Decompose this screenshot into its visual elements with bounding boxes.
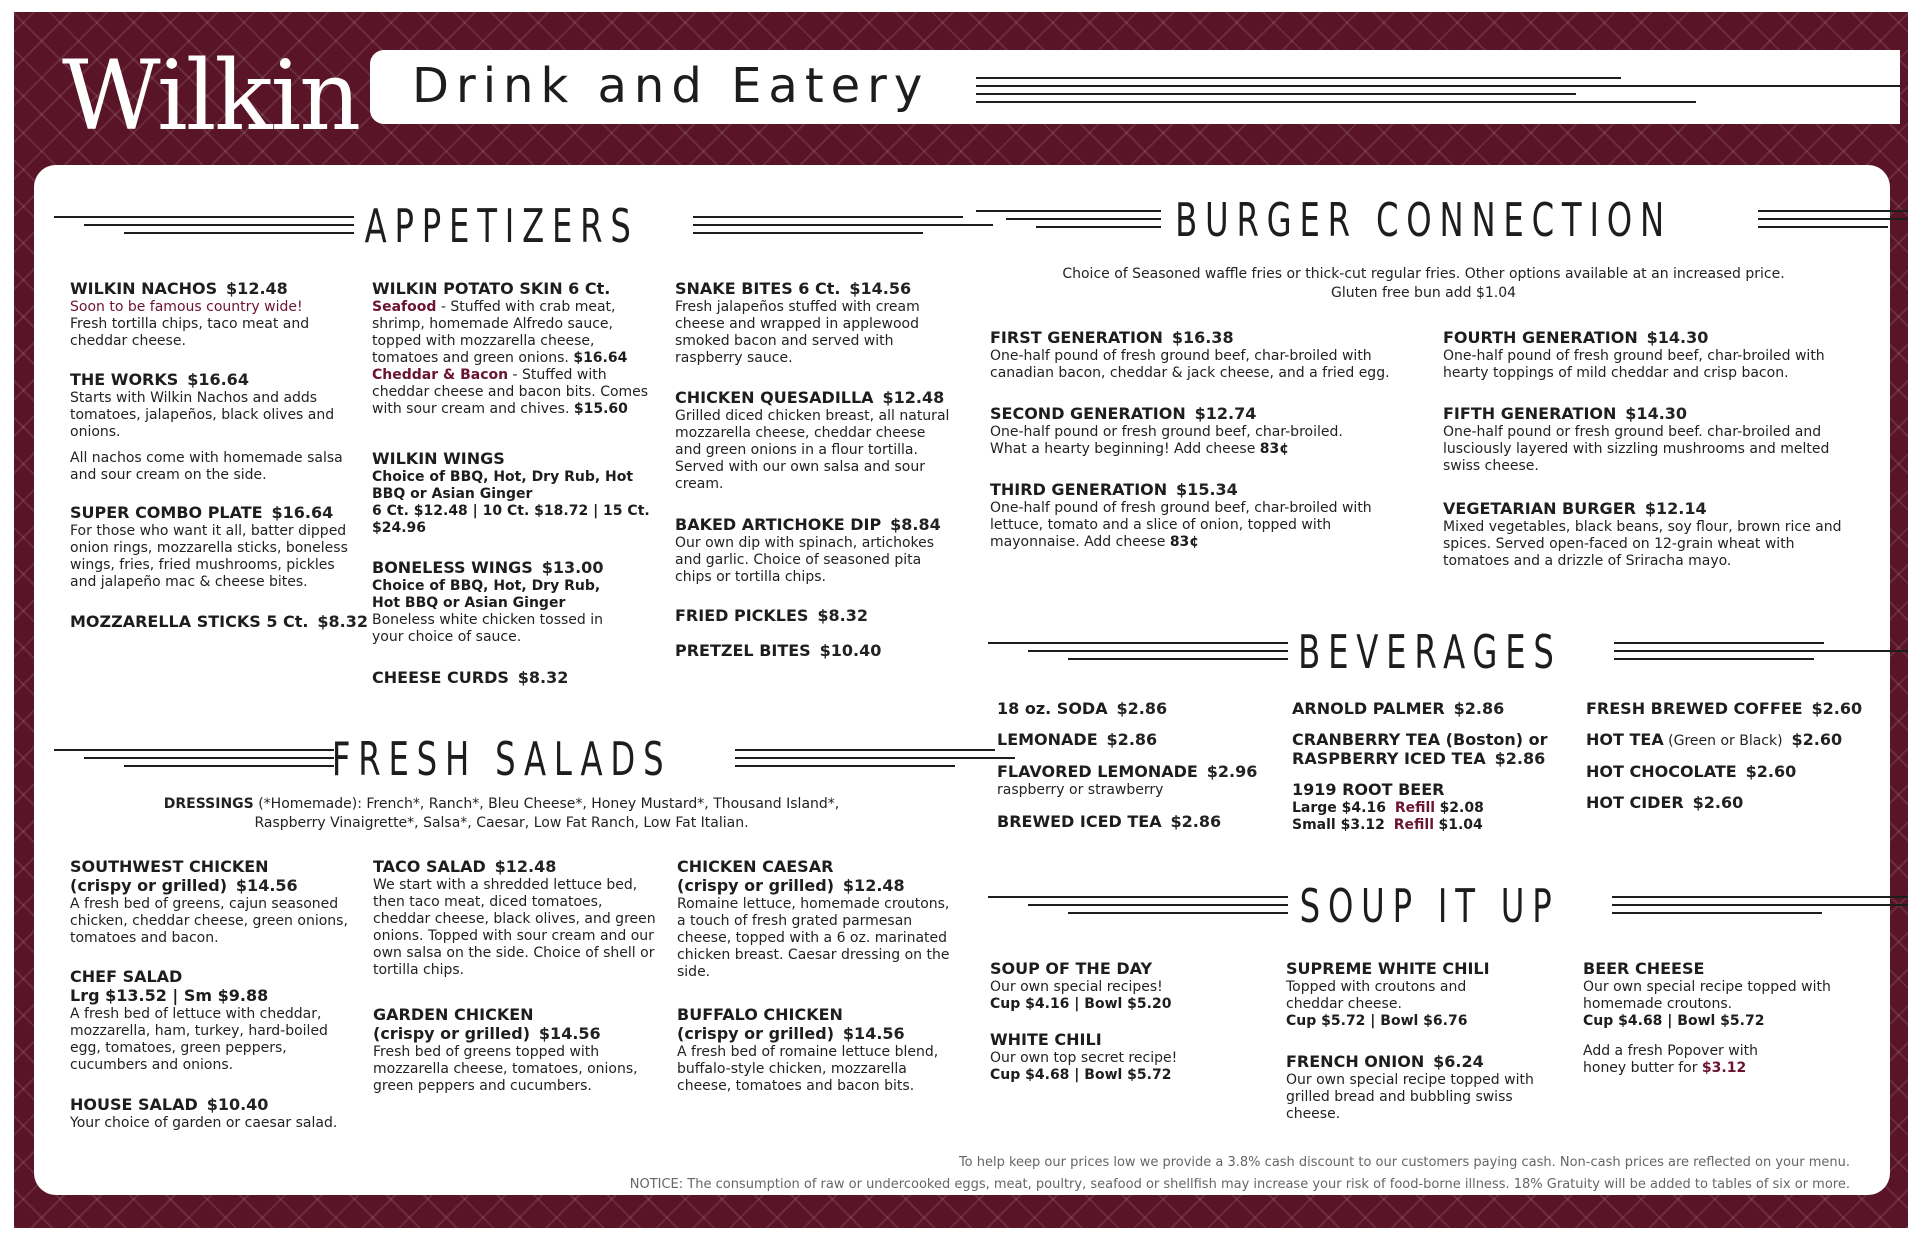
menu-item-third-generation: THIRD GENERATION $15.34 One-half pound of fresh ground beef, char-broiled with lettuce, tomato and a slice of onion, topped with mayonnaise. Add cheese 83¢ <box>990 480 1372 550</box>
burgers-title: BURGER CONNECTION <box>1175 193 1672 247</box>
appetizers-title: APPETIZERS <box>364 199 639 253</box>
menu-item-wilkin-nachos: WILKIN NACHOS $12.48 Soon to be famous country wide! Fresh tortilla chips, taco meat and cheddar cheese. <box>70 279 310 349</box>
beverage-hot-cider: HOT CIDER $2.60 <box>1586 793 1744 812</box>
menu-item-fried-pickles: FRIED PICKLES $8.32 <box>675 606 868 625</box>
menu-item-chef-salad: CHEF SALAD Lrg $13.52 | Sm $9.88 A fresh bed of lettuce with cheddar, mozzarella, ham, turkey, hard-boiled egg, tomatoes, green peppers, cucumbers and onions. <box>70 967 328 1073</box>
menu-item-second-generation: SECOND GENERATION $12.74 One-half pound or fresh ground beef, char-broiled. What a hearty beginning! Add cheese 83¢ <box>990 404 1343 457</box>
beverage-coffee: FRESH BREWED COFFEE $2.60 <box>1586 699 1863 718</box>
menu-item-chicken-quesadilla: CHICKEN QUESADILLA $12.48 Grilled diced chicken breast, all natural mozzarella cheese, cheddar cheese and green onions in a flour tortilla. Served with our own salsa and sour cream. <box>675 388 950 492</box>
menu-panel <box>34 165 1890 1195</box>
soup-french-onion: FRENCH ONION $6.24 Our own special recipe topped with grilled bread and bubbling swiss cheese. <box>1286 1052 1534 1122</box>
appetizers-heading <box>54 199 949 253</box>
beverage-hot-tea: HOT TEA (Green or Black) $2.60 <box>1586 730 1843 749</box>
beverage-lemonade: LEMONADE $2.86 <box>997 730 1158 749</box>
menu-item-wilkin-wings: WILKIN WINGS Choice of BBQ, Hot, Dry Rub, Hot BBQ or Asian Ginger 6 Ct. $12.48 | 10 Ct. $18.72 | 15 Ct. $24.96 <box>372 449 650 536</box>
menu-item-snake-bites: SNAKE BITES 6 Ct. $14.56 Fresh jalapeños stuffed with cream cheese and wrapped in applewood smoked bacon and served with raspberry sauce. <box>675 279 920 366</box>
menu-frame <box>14 12 1908 1228</box>
beverage-root-beer: 1919 ROOT BEER Large $4.16 Refill $2.08 Small $3.12 Refill $1.04 <box>1292 780 1484 833</box>
menu-item-super-combo: SUPER COMBO PLATE $16.64 For those who want it all, batter dipped onion rings, mozzarella sticks, boneless wings, fries, fried mushrooms, pickles and jalapeño mac & cheese bites. <box>70 503 348 590</box>
menu-item-fifth-generation: FIFTH GENERATION $14.30 One-half pound or fresh ground beef. char-broiled and lusciously layered with sizzling mushrooms and melted swiss cheese. <box>1443 404 1830 474</box>
beverage-brewed-iced-tea: BREWED ICED TEA $2.86 <box>997 812 1222 831</box>
burgers-heading <box>976 193 1871 247</box>
soup-heading <box>988 879 1871 933</box>
soup-title: SOUP IT UP <box>1299 879 1560 933</box>
beverages-title: BEVERAGES <box>1297 625 1562 679</box>
menu-item-buffalo-chicken: BUFFALO CHICKEN (crispy or grilled) $14.56 A fresh bed of romaine lettuce blend, buffalo-style chicken, mozzarella cheese, tomatoes and bacon bits. <box>677 1005 939 1094</box>
menu-item-cheese-curds: CHEESE CURDS $8.32 <box>372 668 569 687</box>
logo: Wilkin <box>62 40 360 152</box>
menu-item-taco-salad: TACO SALAD $12.48 We start with a shredded lettuce bed, then taco meat, diced tomatoes, cheddar cheese, black olives, and green onions. Topped with sour cream and our own salsa on the side. Choice of shell or tortilla chips. <box>373 857 656 978</box>
dressings-note: DRESSINGS (*Homemade): French*, Ranch*, Bleu Cheese*, Honey Mustard*, Thousand Island*, Raspberry Vinaigrette*, Salsa*, Caesar, Low Fat Ranch, Low Fat Italian. <box>163 796 840 831</box>
title-banner <box>370 50 1900 124</box>
menu-item-garden-chicken: GARDEN CHICKEN (crispy or grilled) $14.56 Fresh bed of greens topped with mozzarella cheese, tomatoes, onions, green peppers and cucumbers. <box>373 1005 638 1094</box>
menu-item-pretzel-bites: PRETZEL BITES $10.40 <box>675 641 882 660</box>
menu-item-artichoke-dip: BAKED ARTICHOKE DIP $8.84 Our own dip with spinach, artichokes and garlic. Choice of seasoned pita chips or tortilla chips. <box>675 515 941 585</box>
menu-item-house-salad: HOUSE SALAD $10.40 Your choice of garden or caesar salad. <box>70 1095 338 1131</box>
menu-item-the-works: THE WORKS $16.64 Starts with Wilkin Nachos and adds tomatoes, jalapeños, black olives and onions. <box>70 370 335 440</box>
menu-item-boneless-wings: BONELESS WINGS $13.00 Choice of BBQ, Hot, Dry Rub, Hot BBQ or Asian Ginger Boneless white chicken tossed in your choice of sauce. <box>372 558 604 645</box>
menu-item-first-generation: FIRST GENERATION $16.38 One-half pound of fresh ground beef, char-broiled with canadian bacon, cheddar & jack cheese, and a fried egg. <box>990 328 1390 381</box>
salads-heading <box>54 732 949 786</box>
cash-discount-note: To help keep our prices low we provide a 3.8% cash discount to our customers paying cash. Non-cash prices are reflected on your menu. <box>958 1155 1850 1170</box>
beverage-soda: 18 oz. SODA $2.86 <box>997 699 1168 718</box>
beverage-arnold-palmer: ARNOLD PALMER $2.86 <box>1292 699 1505 718</box>
menu-item-fourth-generation: FOURTH GENERATION $14.30 One-half pound of fresh ground beef, char-broiled with hearty toppings of mild cheddar and crisp bacon. <box>1443 328 1825 381</box>
menu-item-mozzarella-sticks: MOZZARELLA STICKS 5 Ct. $8.32 <box>70 612 369 631</box>
soup-white-chili: WHITE CHILI Our own top secret recipe! Cup $4.68 | Bowl $5.72 <box>990 1030 1178 1083</box>
popover-addon: Add a fresh Popover with honey butter for $3.12 <box>1583 1043 1758 1076</box>
menu-item-vegetarian-burger: VEGETARIAN BURGER $12.14 Mixed vegetables, black beans, soy flour, brown rice and spices. Served open-faced on 12-grain wheat with tomatoes and a drizzle of Sriracha mayo. <box>1443 499 1842 569</box>
beverages-heading <box>988 625 1871 679</box>
nachos-note: All nachos come with homemade salsa and sour cream on the side. <box>70 450 343 483</box>
soup-supreme-white-chili: SUPREME WHITE CHILI Topped with croutons and cheddar cheese. Cup $5.72 | Bowl $6.76 <box>1286 959 1490 1029</box>
banner-title: Drink and Eatery <box>412 58 930 114</box>
burgers-note: Choice of Seasoned waffle fries or thick-cut regular fries. Other options available at an increased price. Gluten free bun add $1.04 <box>1062 266 1785 301</box>
food-safety-notice: NOTICE: The consumption of raw or undercooked eggs, meat, poultry, seafood or shellfish may increase your risk of food-borne illness. 18% Gratuity will be added to tables of six or more. <box>629 1177 1850 1192</box>
menu-item-southwest-chicken: SOUTHWEST CHICKEN (crispy or grilled) $14.56 A fresh bed of greens, cajun seasoned chicken, cheddar cheese, green onions, tomatoes and bacon. <box>70 857 348 946</box>
soup-of-the-day: SOUP OF THE DAY Our own special recipes! Cup $4.16 | Bowl $5.20 <box>990 959 1172 1012</box>
soup-beer-cheese: BEER CHEESE Our own special recipe topped with homemade croutons. Cup $4.68 | Bowl $5.72 <box>1583 959 1831 1029</box>
beverage-cranberry-tea: CRANBERRY TEA (Boston) or RASPBERRY ICED TEA $2.86 <box>1292 730 1548 768</box>
menu-item-potato-skin: WILKIN POTATO SKIN 6 Ct. Seafood - Stuffed with crab meat, shrimp, homemade Alfredo sauce, topped with mozzarella cheese, tomatoes and green onions. $16.64 Cheddar & Bacon - Stuffed with cheddar cheese and bacon bits. Comes with sour cream and chives. $15.60 <box>372 279 649 417</box>
beverage-flavored-lemonade: FLAVORED LEMONADE $2.96 raspberry or strawberry <box>997 762 1258 798</box>
menu-item-chicken-caesar: CHICKEN CAESAR (crispy or grilled) $12.48 Romaine lettuce, homemade croutons, a touch of fresh grated parmesan cheese, topped with a 6 oz. marinated chicken breast. Caesar dressing on the side. <box>677 857 950 980</box>
beverage-hot-chocolate: HOT CHOCOLATE $2.60 <box>1586 762 1797 781</box>
salads-title: FRESH SALADS <box>331 732 672 786</box>
